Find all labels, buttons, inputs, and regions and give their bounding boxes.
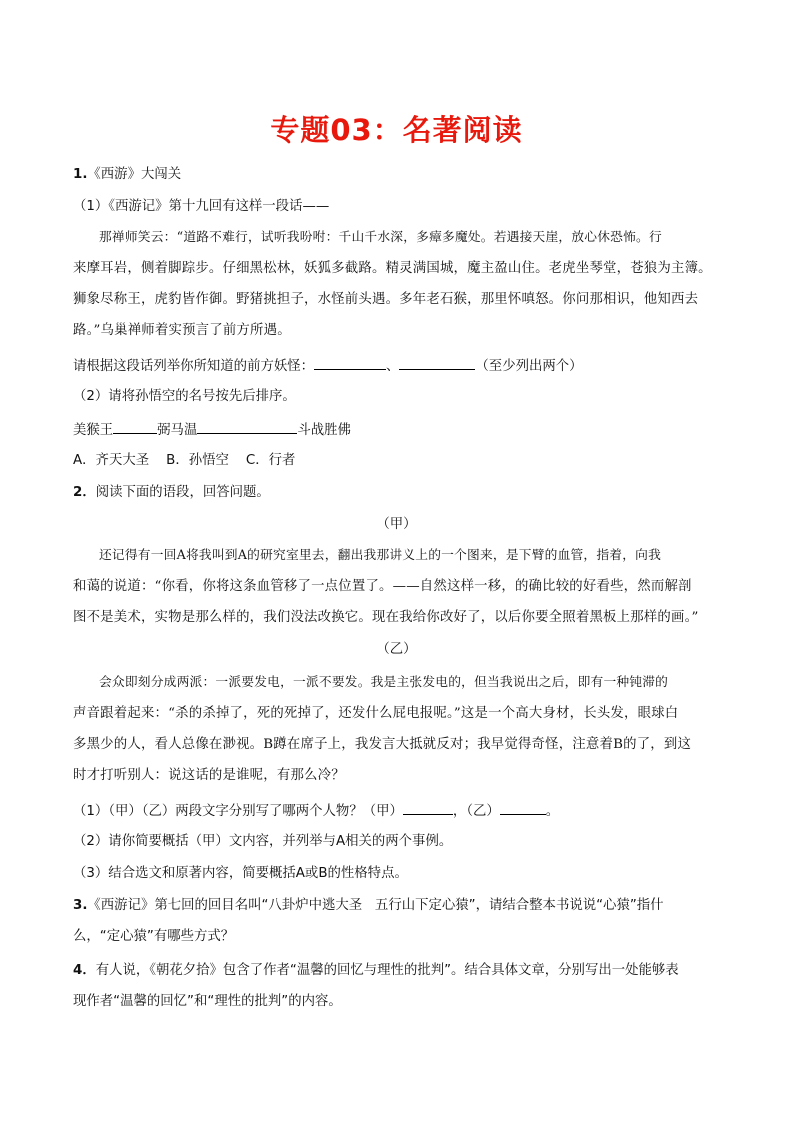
q2-heading: 阅读下面的语段，回答问题。 xyxy=(95,485,270,500)
q1-passage-line: 来摩耳岩，侧着脚踪步。仔细黑松林，妖狐多截路。精灵满国城，魔主盈山住。老虎坐琴堂，苍狼为主簿。 xyxy=(73,261,712,276)
q3-line xyxy=(73,896,733,916)
q1-seq-last: 斗战胜佛 xyxy=(297,423,351,438)
q3-line: 么，“定心猿”有哪些方式？ xyxy=(73,929,235,944)
q2-yi-line: 声音跟着起来：“杀的杀掉了，死的死掉了，还发什么屁电报呢。”这是一个高大身材，长头发，眼球白 xyxy=(73,706,679,721)
q2-sub1 xyxy=(73,800,733,822)
answer-blank[interactable] xyxy=(403,800,453,815)
q1-ask1-text: 请根据这段话列举你所知道的前方妖怪： xyxy=(73,359,315,374)
q2-jia-line: 还记得有一回A将我叫到A的研究室里去，翻出我那讲义上的一个图来，是下臂的血管，指着，向我 xyxy=(99,548,662,563)
q4-text: 有人说，《朝花夕拾》包含了作者“温馨的回忆与理性的批判”。结合具体文章，分别写出一处能够表 xyxy=(95,963,679,978)
page-title: 专题03：名著阅读 xyxy=(270,113,523,147)
q1-passage-line: 那禅师笑云：“道路不难行，试听我吩咐：千山千水深，多瘴多魔处。若遇接天崖，放心休恐怖。行 xyxy=(99,230,662,245)
answer-blank[interactable] xyxy=(500,800,546,815)
q2-yi-line: 会众即刻分成两派：一派要发电，一派不要发。我是主张发电的，但当我说出之后，即有一种钝滞的 xyxy=(99,675,669,690)
answer-blank[interactable] xyxy=(399,355,475,370)
q2-heading-line xyxy=(73,483,733,503)
q1-sub1: （1）《西游记》第十九回有这样一段话—— xyxy=(73,199,330,214)
q1-seq-second: 弼马温 xyxy=(157,423,198,438)
q2-yi-line: 时才打听别人：说这话的是谁呢，有那么冷？ xyxy=(73,768,345,783)
q1-ask1-separator: 、 xyxy=(386,359,400,374)
q1-options: A．齐天大圣 B．孙悟空 C．行者 xyxy=(73,453,296,468)
q1-passage-line: 狮象尽称王，虎豹皆作御。野猪挑担子，水怪前头遇。多年老石猴，那里怀嗔怒。你问那相识，他知西去 xyxy=(73,292,699,307)
q3-text: 《西游记》第七回的回目名叫“八卦炉中逃大圣 五行山下定心猿”，请结合整本书说说“心猿”指什 xyxy=(87,898,664,913)
q2-jia-line: 图不是美术，实物是那么样的，我们没法改换它。现在我给你改好了，以后你要全照着黑板上那样的画。” xyxy=(73,610,699,625)
q2-yi-label: （乙） xyxy=(376,642,417,657)
q1-sub2: （2）请将孙悟空的名号按先后排序。 xyxy=(73,389,296,404)
answer-blank[interactable] xyxy=(197,419,297,434)
q4-number: 4． xyxy=(73,963,96,978)
q1-ask1-note: （至少列出两个） xyxy=(475,359,583,374)
q2-sub1-end: 。 xyxy=(545,804,560,819)
q2-jia-line: 和蔼的说道：“你看，你将这条血管移了一点位置了。——自然这样一移，的确比较的好看些，然而解剖 xyxy=(73,579,692,594)
answer-blank[interactable] xyxy=(113,419,157,434)
q1-number: 1. xyxy=(73,167,88,182)
q3-number: 3. xyxy=(73,898,88,913)
q1-heading: 《西游》大闯关 xyxy=(87,167,182,182)
answer-blank[interactable] xyxy=(314,355,386,370)
q4-line: 现作者“温馨的回忆”和“理性的批判”的内容。 xyxy=(73,994,342,1009)
q2-sub3: （3）结合选文和原著内容，简要概括A或B的性格特点。 xyxy=(73,866,408,881)
q2-sub1-mid: ，（乙） xyxy=(452,804,500,819)
q2-yi-line: 多黑少的人，看人总像在渺视。B蹲在席子上，我发言大抵就反对；我早觉得奇怪，注意着B的了，到这 xyxy=(73,737,692,752)
q1-seq-first: 美猴王 xyxy=(73,423,114,438)
q2-sub2: （2）请你简要概括（甲）文内容，并列举与A相关的两个事例。 xyxy=(73,834,453,849)
q2-sub1-text: （1）（甲）（乙）两段文字分别写了哪两个人物？（甲） xyxy=(73,804,403,819)
q1-heading-line xyxy=(73,165,733,185)
q2-number: 2． xyxy=(73,485,96,500)
q1-passage-line: 路。”乌巢禅师着实预言了前方所遇。 xyxy=(73,323,291,338)
q4-line xyxy=(73,961,733,981)
q2-jia-label: （甲） xyxy=(376,517,417,532)
q1-sequence xyxy=(73,419,733,441)
q1-ask1 xyxy=(73,355,733,377)
